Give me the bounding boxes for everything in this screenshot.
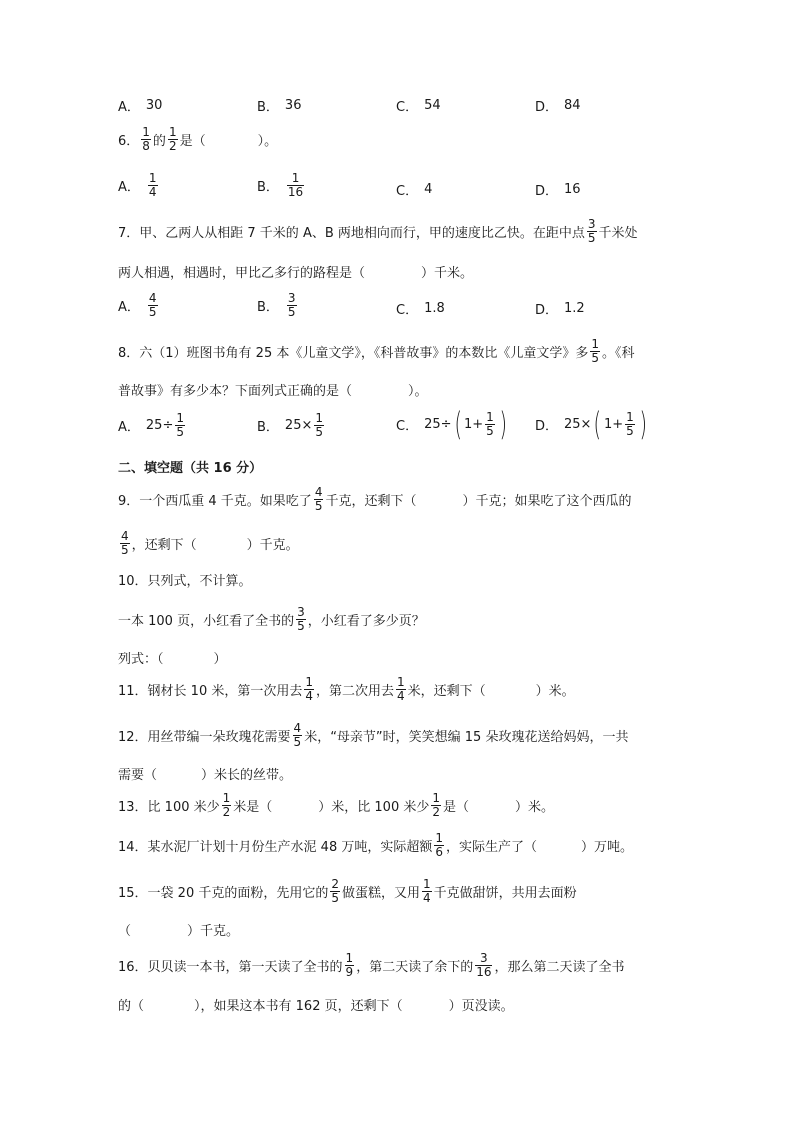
question-text: ，还剩下（ — [131, 538, 197, 553]
option-letter: B． — [257, 420, 279, 435]
question-text: ）米，比 100 米少 — [318, 800, 430, 815]
fraction: $\frac{1}{5}$ — [591, 337, 599, 365]
question-text: 米，“母亲节”时，笑笑想编 15 朵玫瑰花送给妈妈，一共 — [304, 730, 629, 745]
fraction: $\frac{1}{4}$ — [423, 877, 431, 905]
option-letter: D． — [535, 184, 559, 199]
q8-option-c[interactable] — [396, 405, 509, 443]
question-6 — [118, 126, 277, 153]
question-text: ）万吨。 — [581, 840, 634, 855]
question-text: ）米。 — [535, 684, 575, 699]
fraction: $\frac{2}{5}$ — [331, 877, 339, 905]
question-text: ）米长的丝带。 — [201, 768, 293, 783]
question-11 — [118, 676, 575, 703]
question-15-line-2 — [118, 920, 239, 939]
q6-option-a[interactable] — [118, 172, 160, 199]
question-text: ）千克；如果吃了这个西瓜的 — [462, 494, 632, 509]
option-letter: C． — [396, 418, 419, 434]
fraction: $\frac{1}{5}$ — [176, 411, 184, 439]
question-text: 千克做甜饼，共用去面粉 — [433, 886, 577, 901]
fraction: $\frac{4}{5}$ — [314, 485, 323, 513]
option-value: 1.2 — [564, 301, 585, 316]
fraction: $\frac{3}{5}$ — [287, 291, 296, 319]
q5-option-c[interactable] — [396, 96, 441, 115]
question-text: 米，还剩下（ — [407, 684, 486, 699]
option-value: 54 — [424, 98, 441, 113]
question-10-line-1: 10．只列式，不计算。 — [118, 574, 252, 589]
question-text: ，第二次用去 — [316, 684, 395, 699]
option-letter: D． — [535, 100, 559, 115]
question-text: ）。 — [408, 384, 428, 399]
fraction: $\frac{1}{2}$ — [222, 791, 231, 819]
fraction: $\frac{1}{5}$ — [315, 411, 323, 439]
fraction: $\frac{4}{5}$ — [293, 721, 302, 749]
question-text: 11．钢材长 10 米，第一次用去 — [118, 684, 303, 699]
question-10-line-2 — [118, 606, 425, 633]
question-text: ）千克。 — [187, 924, 240, 939]
option-expression: 25÷ — [424, 416, 452, 432]
question-text: 14．某水泥厂计划十月份生产水泥 48 万吨，实际超额 — [118, 840, 433, 855]
question-text: 13．比 100 米少 — [118, 800, 220, 815]
question-8-line-1 — [118, 338, 635, 365]
fraction: $\frac{1}{2}$ — [168, 125, 177, 153]
question-text: 的 — [152, 134, 166, 149]
question-10-line-3 — [118, 648, 227, 667]
question-number: 6． — [118, 134, 140, 149]
option-letter: B． — [257, 180, 279, 195]
fraction: $\frac{1}{4}$ — [397, 675, 405, 703]
question-text: ）。 — [257, 134, 278, 149]
option-letter: A． — [118, 300, 140, 315]
question-text: 16．贝贝读一本书，第一天读了全书的 — [118, 960, 343, 975]
question-text: ） — [213, 652, 227, 667]
option-expression: 1+ — [603, 416, 624, 432]
question-9-line-1 — [118, 486, 631, 513]
fraction: $\frac{1}{6}$ — [435, 831, 443, 859]
question-text: ）米。 — [515, 800, 555, 815]
question-text: 15．一袋 20 千克的面粉，先用它的 — [118, 886, 329, 901]
question-text: ）千米。 — [421, 266, 474, 281]
fraction: $\frac{1}{2}$ — [432, 791, 440, 819]
question-12-line-1 — [118, 722, 628, 749]
q6-option-c[interactable] — [396, 180, 432, 199]
fraction: $\frac{1}{4}$ — [148, 171, 157, 199]
question-text: 7．甲、乙两人从相距 7 千米的 A、B 两地相向而行，甲的速度比乙快。在距中点 — [118, 226, 585, 241]
fraction: $\frac{3}{5}$ — [587, 217, 596, 245]
q5-option-b[interactable] — [257, 96, 301, 115]
question-text: 是（ — [179, 134, 206, 149]
question-text: 做蛋糕，又用 — [342, 886, 421, 901]
question-text: ，小红看了多少页？ — [307, 614, 425, 629]
question-text: ），如果这本书有 162 页，还剩下（ — [194, 999, 403, 1014]
q5-option-a[interactable] — [118, 96, 162, 115]
question-14 — [118, 832, 633, 859]
question-text: 两人相遇，相遇时，甲比乙多行的路程是（ — [118, 266, 366, 281]
question-7-line-1 — [118, 218, 638, 245]
question-15-line-1 — [118, 878, 577, 905]
question-text: 是（ — [443, 800, 470, 815]
question-text: 12．用丝带编一朵玫瑰花需要 — [118, 730, 291, 745]
fraction: $\frac{1}{4}$ — [305, 675, 313, 703]
left-paren-icon: ( — [593, 405, 602, 443]
section-heading: 二、填空题（共 16 分） — [118, 461, 263, 476]
question-13 — [118, 792, 554, 819]
question-16-line-1 — [118, 952, 625, 979]
question-9-line-2 — [118, 530, 299, 557]
q6-option-d[interactable] — [535, 180, 581, 199]
option-letter: C． — [396, 100, 419, 115]
option-letter: A． — [118, 420, 140, 435]
question-text: 普故事》有多少本？下面列式正确的是（ — [118, 384, 353, 399]
q7-option-a[interactable] — [118, 292, 160, 319]
fraction: $\frac{1}{9}$ — [345, 951, 354, 979]
question-16-line-2 — [118, 995, 514, 1014]
q7-option-c[interactable] — [396, 299, 445, 318]
right-paren-icon: ) — [639, 405, 647, 443]
fraction: $\frac{3}{5}$ — [297, 605, 305, 633]
option-letter: D． — [535, 303, 559, 318]
option-value: 36 — [284, 98, 302, 113]
fraction: $\frac{4}{5}$ — [121, 529, 129, 557]
fraction: $\frac{1}{5}$ — [486, 409, 494, 438]
fraction: $\frac{3}{16}$ — [476, 951, 492, 979]
question-text: 8．六（1）班图书角有 25 本《儿童文学》，《科普故事》的本数比《儿童文学》多 — [118, 346, 589, 361]
option-letter: C． — [396, 184, 419, 199]
q8-option-b[interactable] — [257, 412, 326, 439]
option-letter: A． — [118, 180, 140, 195]
q7-option-d[interactable] — [535, 299, 585, 318]
question-text: 米是（ — [233, 800, 273, 815]
option-letter: C． — [396, 303, 419, 318]
question-text: 千克，还剩下（ — [325, 494, 417, 509]
question-text: 千米处 — [598, 226, 638, 241]
option-letter: D． — [535, 418, 559, 434]
question-8-line-2 — [118, 380, 428, 399]
q6-option-b[interactable] — [257, 172, 306, 199]
option-expression: 25× — [564, 416, 592, 432]
question-text: 9．一个西瓜重 4 千克。如果吃了 — [118, 494, 312, 509]
question-text: ，第二天读了余下的 — [356, 960, 474, 975]
question-text: ）页没读。 — [448, 999, 514, 1014]
option-letter: B． — [257, 100, 279, 115]
option-value: 84 — [564, 98, 581, 113]
left-paren-icon: ( — [454, 405, 462, 443]
question-text: 一本 100 页，小红看了全书的 — [118, 614, 295, 629]
fraction: $\frac{4}{5}$ — [148, 291, 157, 319]
fraction: $\frac{1}{5}$ — [626, 409, 634, 438]
question-text: ，那么第二天读了全书 — [494, 960, 625, 975]
q8-option-a[interactable] — [118, 412, 187, 439]
option-value: 4 — [424, 182, 433, 197]
option-expression: 1+ — [464, 416, 484, 432]
q5-option-d[interactable] — [535, 96, 581, 115]
option-expression: 25× — [284, 418, 313, 433]
option-value: 30 — [145, 98, 163, 113]
fraction: $\frac{1}{16}$ — [287, 171, 304, 199]
right-paren-icon: ) — [499, 405, 507, 443]
question-text: ）千克。 — [246, 538, 299, 553]
q8-option-d[interactable] — [535, 405, 649, 443]
question-12-line-2 — [118, 764, 292, 783]
question-text: 。《科 — [602, 346, 635, 361]
fraction: $\frac{1}{8}$ — [142, 125, 150, 153]
option-expression: 25÷ — [145, 418, 174, 433]
q7-option-b[interactable] — [257, 292, 299, 319]
option-letter: B． — [257, 300, 279, 315]
question-text: 需要（ — [118, 768, 158, 783]
question-7-line-2 — [118, 262, 473, 281]
question-text: （ — [118, 924, 132, 939]
question-text: 的（ — [118, 999, 145, 1014]
question-text: ，实际生产了（ — [446, 840, 538, 855]
option-value: 16 — [564, 182, 581, 197]
question-text: 列式：（ — [118, 652, 164, 667]
option-value: 1.8 — [424, 301, 445, 316]
option-letter: A． — [118, 100, 140, 115]
